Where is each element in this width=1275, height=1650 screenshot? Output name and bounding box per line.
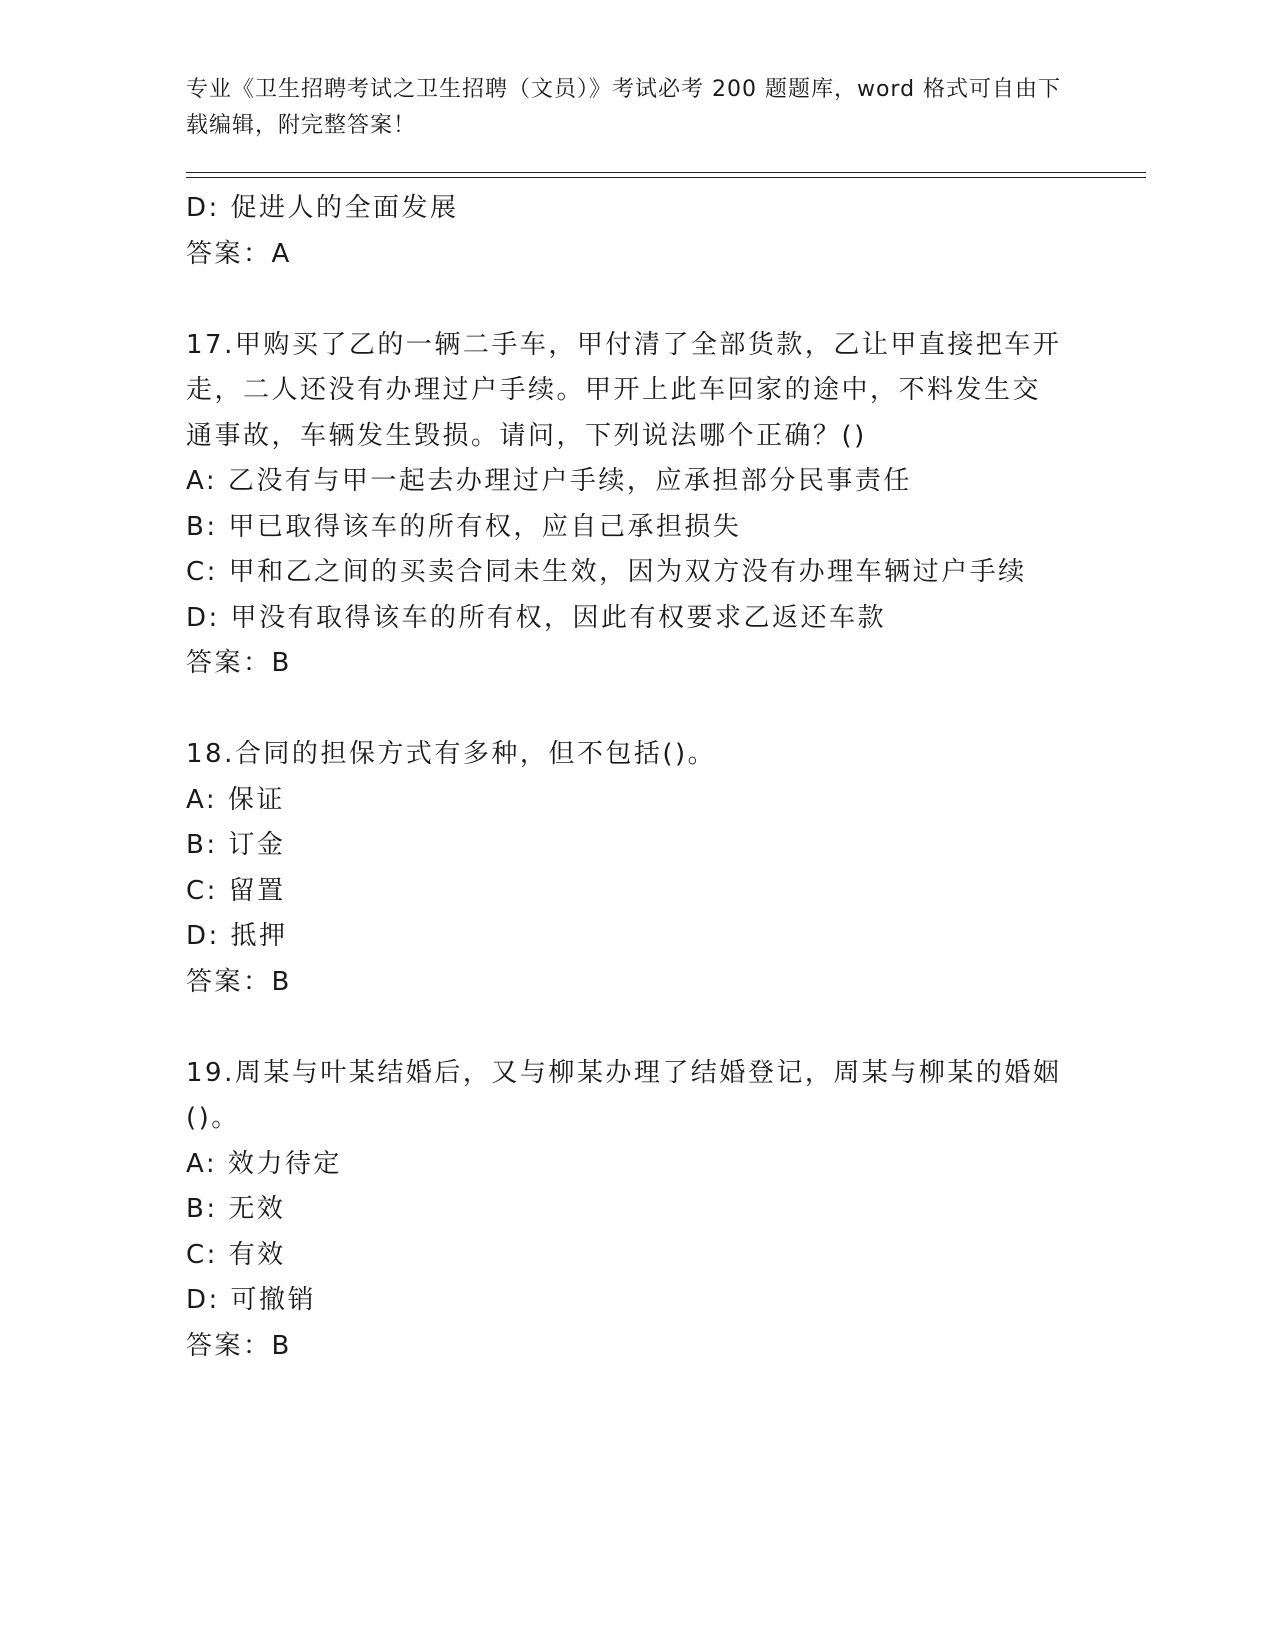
question-stem-line: 通事故，车辆发生毁损。请问，下列说法哪个正确？() xyxy=(186,420,867,451)
spacer xyxy=(186,277,1086,323)
option-d: D: 甲没有取得该车的所有权，因此有权要求乙返还车款 xyxy=(186,602,887,633)
answer: 答案：A xyxy=(186,238,292,269)
question-stem-line: 18.合同的担保方式有多种，但不包括()。 xyxy=(186,739,717,769)
page-header: 专业《卫生招聘考试之卫生招聘（文员）》考试必考 200 题题库，word 格式可自由下载编辑，附完整答案！ xyxy=(186,77,1062,138)
answer: 答案：B xyxy=(186,648,292,678)
spacer xyxy=(186,687,1086,733)
question-stem-line: ()。 xyxy=(186,1103,240,1133)
header-divider-top xyxy=(186,172,1146,173)
option-d: D: 促进人的全面发展 xyxy=(186,193,459,223)
option-a: A: 保证 xyxy=(186,784,285,815)
option-d: D: 可撤销 xyxy=(186,1285,317,1315)
option-b: B: 无效 xyxy=(186,1194,286,1224)
question-stem-line: 17.甲购买了乙的一辆二手车，甲付清了全部货款，乙让甲直接把车开 xyxy=(186,329,1062,360)
answer: 答案：B xyxy=(186,966,292,997)
document-body xyxy=(186,186,1086,1369)
header-divider-bottom xyxy=(186,177,1146,178)
answer: 答案：B xyxy=(186,1330,292,1361)
question-stem-line: 走，二人还没有办理过户手续。甲开上此车回家的途中，不料发生交 xyxy=(186,375,1042,405)
option-c: C: 甲和乙之间的买卖合同未生效，因为双方没有办理车辆过户手续 xyxy=(186,557,1027,587)
option-b: B: 订金 xyxy=(186,830,286,860)
option-a: A: 乙没有与甲一起去办理过户手续，应承担部分民事责任 xyxy=(186,466,912,496)
option-c: C: 留置 xyxy=(186,875,286,906)
option-a: A: 效力待定 xyxy=(186,1148,342,1179)
option-b: B: 甲已取得该车的所有权，应自己承担损失 xyxy=(186,511,742,542)
option-d: D: 抵押 xyxy=(186,921,288,951)
question-17 xyxy=(186,323,1086,687)
spacer xyxy=(186,1005,1086,1051)
question-stem-line: 19.周某与叶某结婚后，又与柳某办理了结婚登记，周某与柳某的婚姻 xyxy=(186,1057,1062,1088)
question-19 xyxy=(186,1051,1086,1370)
question-18 xyxy=(186,732,1086,1005)
option-c: C: 有效 xyxy=(186,1239,286,1270)
